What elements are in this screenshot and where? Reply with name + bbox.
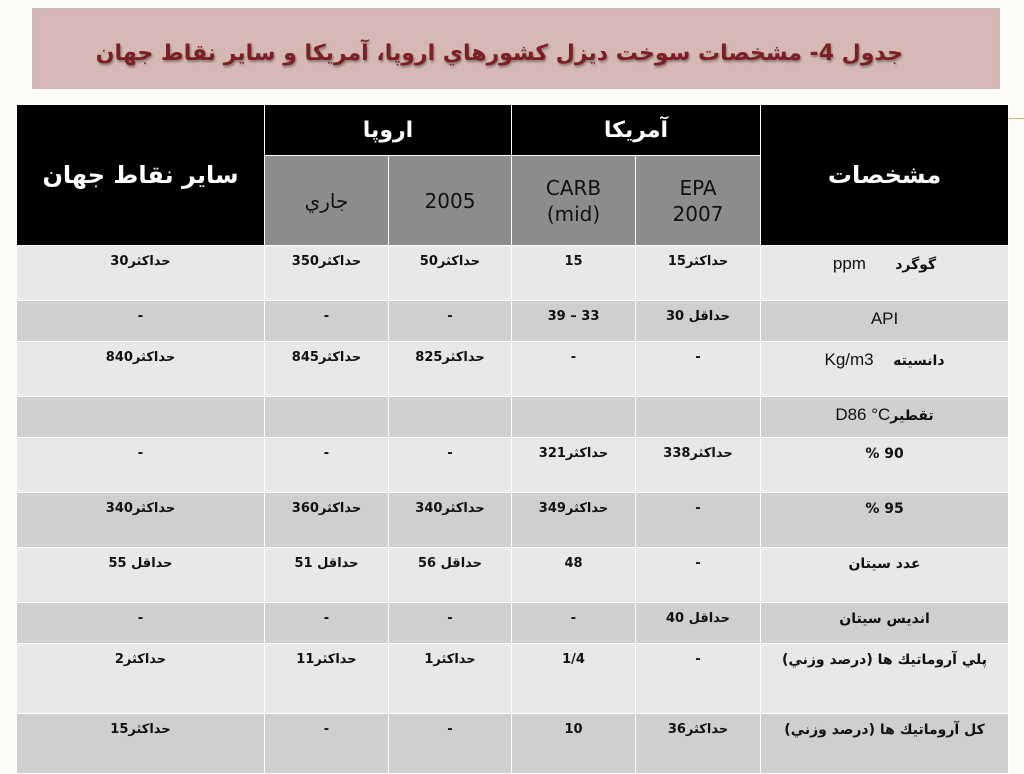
cell-world: حداكثر30	[17, 246, 265, 301]
table-row	[17, 644, 1009, 714]
cell-eu-2005: حداكثر1	[389, 644, 512, 714]
cell-spec: كل آروماتيك ها (درصد وزني)	[761, 714, 1009, 774]
cell-eu-current: حداكثر845	[265, 342, 389, 397]
spec-label: دانسيته	[893, 353, 945, 369]
spec-unit: API	[870, 309, 899, 328]
cell-carb: 10	[512, 714, 636, 774]
cell-eu-2005: حداقل 56	[389, 548, 512, 603]
cell-epa: حداقل 40	[636, 603, 761, 644]
cell-eu-2005: -	[389, 301, 512, 342]
header-epa	[636, 156, 761, 246]
cell-spec	[761, 342, 1009, 397]
header-rest-of-world: ساير نقاط جهان	[17, 105, 265, 246]
cell-eu-2005: -	[389, 603, 512, 644]
cell-world: -	[17, 603, 265, 644]
cell-spec: 95 %	[761, 493, 1009, 548]
cell-carb: 33 – 39	[512, 301, 636, 342]
spec-unit: D86 °C	[835, 405, 891, 424]
cell-eu-2005	[389, 397, 512, 438]
cell-eu-current: -	[265, 603, 389, 644]
cell-spec: انديس سيتان	[761, 603, 1009, 644]
cell-carb: حداكثر349	[512, 493, 636, 548]
cell-world	[17, 397, 265, 438]
cell-eu-2005: -	[389, 714, 512, 774]
spec-unit: Kg/m3	[824, 350, 874, 369]
cell-world: حداكثر840	[17, 342, 265, 397]
table-row	[17, 301, 1009, 342]
header-specs: مشخصات	[761, 105, 1009, 246]
cell-eu-2005: حداكثر50	[389, 246, 512, 301]
cell-eu-current: -	[265, 438, 389, 493]
cell-epa: حداكثر338	[636, 438, 761, 493]
title-bar	[32, 8, 1000, 89]
header-europe-current	[265, 156, 389, 246]
header-epa-line1: EPA	[679, 175, 717, 200]
cell-eu-current: -	[265, 714, 389, 774]
cell-carb: 15	[512, 246, 636, 301]
cell-epa: حداقل 30	[636, 301, 761, 342]
header-europe-2005	[389, 156, 512, 246]
cell-carb: 1/4	[512, 644, 636, 714]
cell-eu-current: -	[265, 301, 389, 342]
cell-world: -	[17, 301, 265, 342]
diesel-spec-table	[16, 104, 1009, 774]
cell-eu-current	[265, 397, 389, 438]
spec-label: تقطير	[890, 408, 934, 424]
slide-title: جدول 4- مشخصات سوخت ديزل كشورهاي اروپا، آمريكا و ساير نقاط جهان	[95, 41, 903, 66]
cell-world: حداكثر340	[17, 493, 265, 548]
cell-carb: 48	[512, 548, 636, 603]
table-row	[17, 603, 1009, 644]
cell-spec: 90 %	[761, 438, 1009, 493]
cell-epa	[636, 397, 761, 438]
cell-eu-current: حداكثر11	[265, 644, 389, 714]
table-row	[17, 438, 1009, 493]
header-carb	[512, 156, 636, 246]
header-america: آمريكا	[512, 105, 761, 156]
cell-epa: -	[636, 644, 761, 714]
cell-spec	[761, 301, 1009, 342]
header-carb-line1: CARB	[545, 175, 602, 200]
cell-spec: عدد سيتان	[761, 548, 1009, 603]
table-row	[17, 342, 1009, 397]
cell-epa: -	[636, 493, 761, 548]
cell-world: حداقل 55	[17, 548, 265, 603]
cell-eu-current: حداكثر350	[265, 246, 389, 301]
spec-label: گوگرد	[895, 257, 937, 273]
cell-spec	[761, 246, 1009, 301]
table-row	[17, 493, 1009, 548]
table-row	[17, 548, 1009, 603]
header-europe: اروپا	[265, 105, 512, 156]
table-row	[17, 397, 1009, 438]
table-row	[17, 714, 1009, 774]
spec-unit: ppm	[832, 254, 866, 273]
cell-carb: حداكثر321	[512, 438, 636, 493]
header-carb-line2: (mid)	[546, 201, 601, 226]
cell-epa: -	[636, 548, 761, 603]
cell-eu-current: حداكثر360	[265, 493, 389, 548]
header-europe-current-label: جاري	[304, 188, 349, 213]
cell-carb	[512, 397, 636, 438]
cell-eu-2005: -	[389, 438, 512, 493]
header-epa-line2: 2007	[672, 201, 724, 226]
cell-eu-current: حداقل 51	[265, 548, 389, 603]
cell-world: حداكثر2	[17, 644, 265, 714]
table-row	[17, 246, 1009, 301]
cell-world: حداكثر15	[17, 714, 265, 774]
cell-carb: -	[512, 342, 636, 397]
header-europe-2005-label: 2005	[424, 188, 476, 213]
cell-carb: -	[512, 603, 636, 644]
cell-eu-2005: حداكثر340	[389, 493, 512, 548]
cell-world: -	[17, 438, 265, 493]
cell-spec	[761, 397, 1009, 438]
cell-epa: -	[636, 342, 761, 397]
cell-spec: پلي آروماتيك ها (درصد وزني)	[761, 644, 1009, 714]
cell-epa: حداكثر15	[636, 246, 761, 301]
header-row-1	[17, 105, 1009, 156]
cell-eu-2005: حداكثر825	[389, 342, 512, 397]
decorative-line	[1008, 118, 1024, 119]
cell-epa: حداكثر36	[636, 714, 761, 774]
